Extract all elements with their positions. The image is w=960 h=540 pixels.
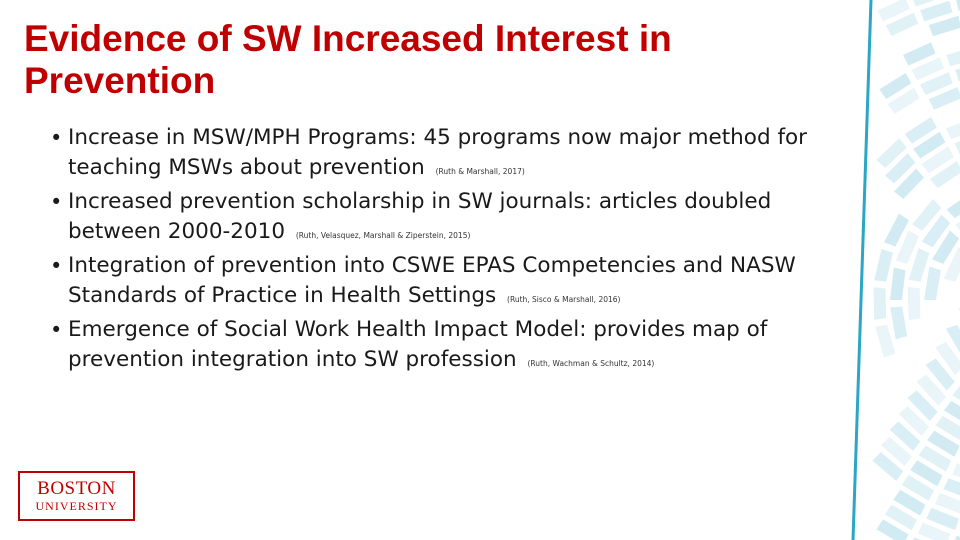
pattern-tile xyxy=(875,325,895,358)
pattern-tile xyxy=(929,16,960,36)
pattern-tile xyxy=(912,199,941,231)
bullet-item xyxy=(50,187,810,247)
pattern-tile xyxy=(920,1,952,22)
slide-title: Evidence of SW Increased Interest in Prevention xyxy=(24,18,672,101)
pattern-tile xyxy=(879,73,911,99)
bullet-item xyxy=(50,123,810,183)
pattern-tile xyxy=(947,191,960,219)
logo-line-1: BOSTON xyxy=(37,478,116,499)
bullet-dot: • xyxy=(50,318,63,342)
pattern-tile xyxy=(956,0,960,11)
bullet-dot: • xyxy=(50,126,63,150)
pattern-tile xyxy=(918,523,951,540)
bullet-text: Emergence of Social Work Health Impact Model: provides map of prevention integration into SW profession xyxy=(68,317,768,372)
bullet-citation: (Ruth, Velasquez, Marshall & Ziperstein, 2015) xyxy=(295,231,471,240)
bullet-citation: (Ruth & Marshall, 2017) xyxy=(435,167,525,176)
pattern-tile xyxy=(877,0,909,21)
pattern-tile xyxy=(905,117,937,144)
pattern-tile xyxy=(912,57,945,80)
pattern-tile xyxy=(903,42,936,65)
bullet-text: Integration of prevention into CSWE EPAS Competencies and NASW Standards of Practice in Health Settings xyxy=(68,253,796,308)
pattern-tile xyxy=(884,214,909,247)
boston-university-logo xyxy=(18,471,135,521)
pattern-tile xyxy=(890,307,907,340)
pattern-tile xyxy=(922,146,954,173)
pattern-tile xyxy=(932,231,959,265)
pattern-tile xyxy=(872,452,903,481)
pattern-tile xyxy=(876,519,908,540)
logo-line-2: UNIVERSITY xyxy=(35,499,118,513)
pattern-tile xyxy=(920,72,953,95)
pattern-tile xyxy=(885,153,915,183)
pattern-tile xyxy=(874,287,887,319)
pattern-tile xyxy=(890,268,906,301)
pattern-tile xyxy=(929,87,960,110)
pattern-tile xyxy=(955,205,960,233)
pattern-tile xyxy=(919,446,952,472)
pattern-tile xyxy=(946,47,960,67)
pattern-tile xyxy=(946,117,960,139)
pattern-tile xyxy=(894,169,924,200)
pattern-tile xyxy=(946,325,960,359)
bullet-item xyxy=(50,251,810,311)
pattern-tile xyxy=(936,416,960,442)
pattern-tile xyxy=(907,390,937,421)
pattern-tile xyxy=(955,62,960,81)
pattern-tile xyxy=(893,490,925,516)
bullet-dot: • xyxy=(50,190,63,214)
pattern-tile xyxy=(926,359,955,391)
bullet-dot: • xyxy=(50,254,63,278)
pattern-tile xyxy=(935,342,960,375)
pattern-tile xyxy=(952,464,960,485)
pattern-tile xyxy=(902,475,934,501)
pattern-tile xyxy=(888,88,920,114)
pattern-tile xyxy=(944,247,960,282)
pattern-tile xyxy=(953,536,960,540)
bullet-item xyxy=(50,315,810,375)
bullet-citation: (Ruth, Wachman & Schultz, 2014) xyxy=(527,359,655,368)
pattern-tile xyxy=(911,0,943,7)
pattern-tile xyxy=(944,478,960,500)
pattern-tile xyxy=(926,508,959,530)
pattern-tile xyxy=(908,287,921,320)
pattern-tile xyxy=(874,249,893,282)
pattern-tile xyxy=(955,132,960,154)
pattern-tile xyxy=(924,267,941,301)
pattern-tile xyxy=(935,493,960,515)
pattern-tile xyxy=(881,437,912,466)
bullet-text: Increased prevention scholarship in SW journals: articles doubled between 2000-2010 xyxy=(68,189,772,244)
pattern-tile xyxy=(899,406,930,436)
pattern-tile xyxy=(885,505,917,531)
bullet-text: Increase in MSW/MPH Programs: 45 programs now major method for teaching MSWs about prevention xyxy=(68,125,808,180)
pattern-tile xyxy=(930,161,960,188)
pattern-tile xyxy=(927,431,960,457)
pattern-tile xyxy=(876,138,906,168)
bullet-citation: (Ruth, Sisco & Marshall, 2016) xyxy=(507,295,621,304)
accent-line xyxy=(853,0,871,540)
pattern-tile xyxy=(910,460,942,486)
pattern-tile xyxy=(913,132,945,159)
pattern-tile xyxy=(890,422,921,452)
pattern-tile xyxy=(922,215,950,248)
pattern-tile xyxy=(886,13,918,36)
pattern-tile xyxy=(896,231,919,264)
pattern-tile xyxy=(944,401,960,427)
pattern-tile xyxy=(952,386,960,413)
pattern-tile xyxy=(916,375,946,406)
pattern-tile xyxy=(909,248,930,282)
bullet-list xyxy=(50,123,810,379)
